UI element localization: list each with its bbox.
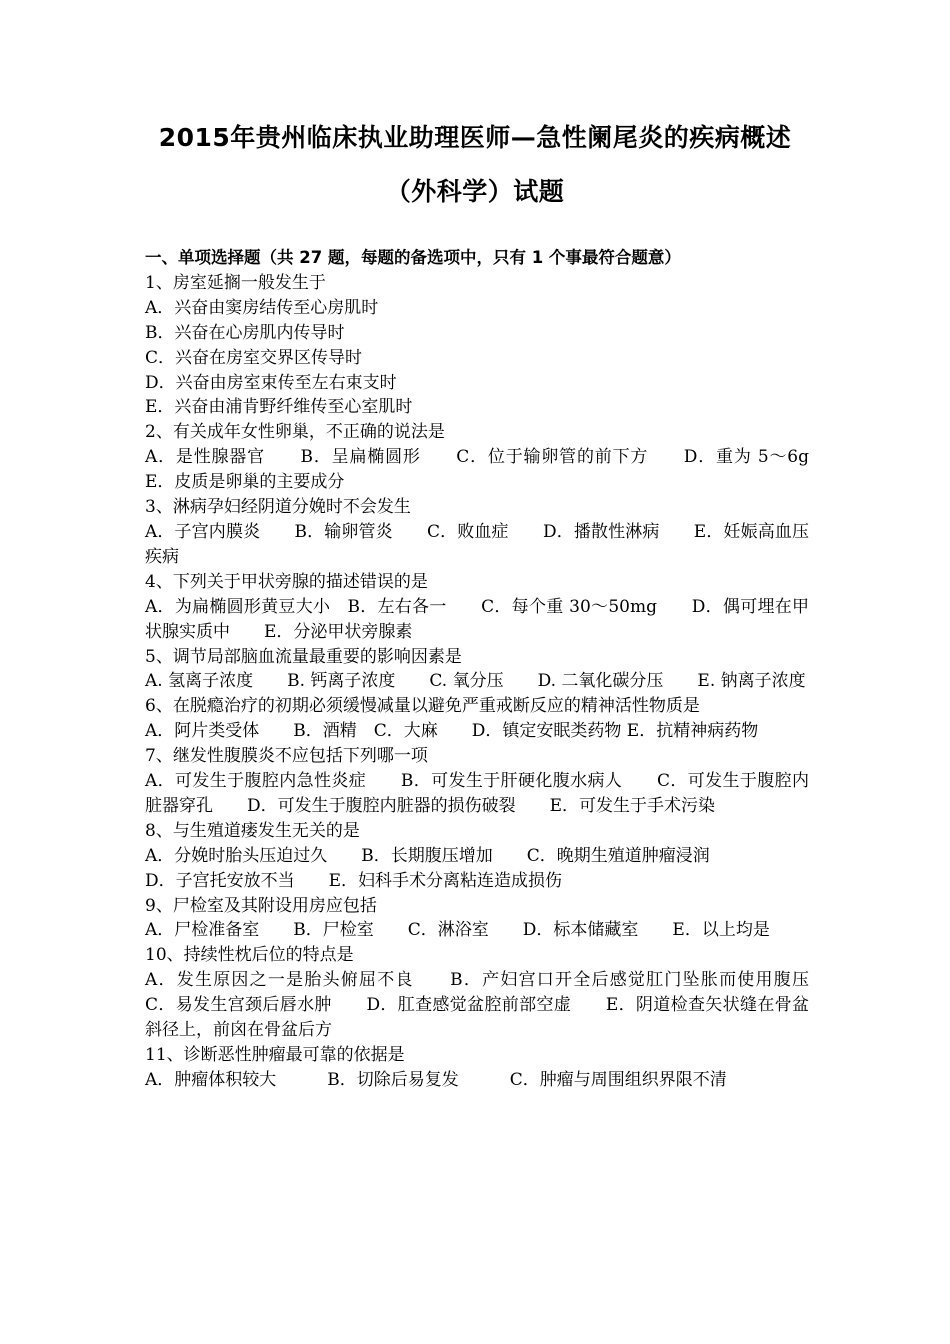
question-options: A．发生原因之一是胎头俯屈不良 B．产妇宫口开全后感觉肛门坠胀而使用腹压 C．易发生宫颈后唇水肿 D．肛查感觉盆腔前部空虚 E．阴道检查矢状缝在骨盆斜径上，前囟在骨盆后方 <box>145 970 843 1041</box>
question-options: E．兴奋由浦肯野纤维传至心室肌时 <box>145 397 413 418</box>
question-text: 6、在脱瘾治疗的初期必须缓慢减量以避免严重戒断反应的精神活性物质是 <box>145 696 700 717</box>
question-options: A．尸检准备室 B．尸检室 C．淋浴室 D．标本储藏室 E．以上均是 <box>145 920 770 941</box>
question-text: 5、调节局部脑血流量最重要的影响因素是 <box>145 646 462 667</box>
question-text: 1、房室延搁一般发生于 <box>145 272 326 293</box>
question-options: D．兴奋由房室束传至左右束支时 <box>145 372 397 393</box>
document-title-line-2: （外科学）试题 <box>385 177 565 206</box>
question-text: 4、下列关于甲状旁腺的描述错误的是 <box>145 571 428 592</box>
question-item <box>145 819 809 894</box>
question-options: A．是性腺器官 B．呈扁椭圆形 C．位于输卵管的前下方 D．重为 5～6g E．皮质是卵巢的主要成分 <box>145 447 843 493</box>
question-item <box>145 570 809 645</box>
question-item <box>145 271 809 420</box>
section-header: 一、单项选择题（共 27 题，每题的备选项中，只有 1 个事最符合题意） <box>145 248 681 267</box>
question-options: A．可发生于腹腔内急性炎症 B．可发生于肝硬化腹水病人 C．可发生于腹腔内脏器穿孔 D．可发生于腹腔内脏器的损伤破裂 E．可发生于手术污染 <box>145 771 809 816</box>
question-options: A．子宫内膜炎 B．输卵管炎 C．败血症 D．播散性淋病 E．妊娠高血压疾病 <box>145 521 809 567</box>
question-item <box>145 645 809 695</box>
question-text: 8、与生殖道瘘发生无关的是 <box>145 820 360 841</box>
document-body <box>145 246 843 1093</box>
document-title-line-1: 2015年贵州临床执业助理医师—急性阑尾炎的疾病概述 <box>158 123 792 152</box>
question-options: A．阿片类受体 B．酒精 C．大麻 D．镇定安眠类药物 E．抗精神病药物 <box>145 721 759 742</box>
question-text: 3、淋病孕妇经阴道分娩时不会发生 <box>145 497 411 518</box>
question-options: A．兴奋由窦房结传至心房肌时 <box>145 297 379 318</box>
question-item <box>145 1043 809 1093</box>
question-options: C．兴奋在房室交界区传导时 <box>145 347 363 368</box>
question-item <box>145 943 843 1043</box>
question-text: 2、有关成年女性卵巢，不正确的说法是 <box>145 422 445 443</box>
question-text: 10、持续性枕后位的特点是 <box>145 945 354 966</box>
question-options: A. 氢离子浓度 B. 钙离子浓度 C. 氧分压 D. 二氧化碳分压 E. 钠离子浓度 <box>145 671 806 692</box>
question-list <box>145 271 843 1093</box>
question-text: 7、继发性腹膜炎不应包括下列哪一项 <box>145 746 428 767</box>
question-item <box>145 694 809 744</box>
question-options: A．肿瘤体积较大 B．切除后易复发 C．肿瘤与周围组织界限不清 <box>145 1069 727 1090</box>
question-item <box>145 744 809 819</box>
question-item <box>145 420 843 495</box>
question-item <box>145 894 809 944</box>
question-text: 9、尸检室及其附设用房应包括 <box>145 895 377 916</box>
question-options: A．分娩时胎头压迫过久 B．长期腹压增加 C．晚期生殖道肿瘤浸润 <box>145 845 710 866</box>
question-options: A．为扁椭圆形黄豆大小 B．左右各一 C．每个重 30～50mg D．偶可埋在甲状腺实质中 E．分泌甲状旁腺素 <box>145 596 809 642</box>
question-text: 11、诊断恶性肿瘤最可靠的依据是 <box>145 1045 405 1065</box>
question-options: D．子宫托安放不当 E．妇科手术分离粘连造成损伤 <box>145 870 563 891</box>
question-item <box>145 495 809 570</box>
question-options: B．兴奋在心房肌内传导时 <box>145 322 345 343</box>
